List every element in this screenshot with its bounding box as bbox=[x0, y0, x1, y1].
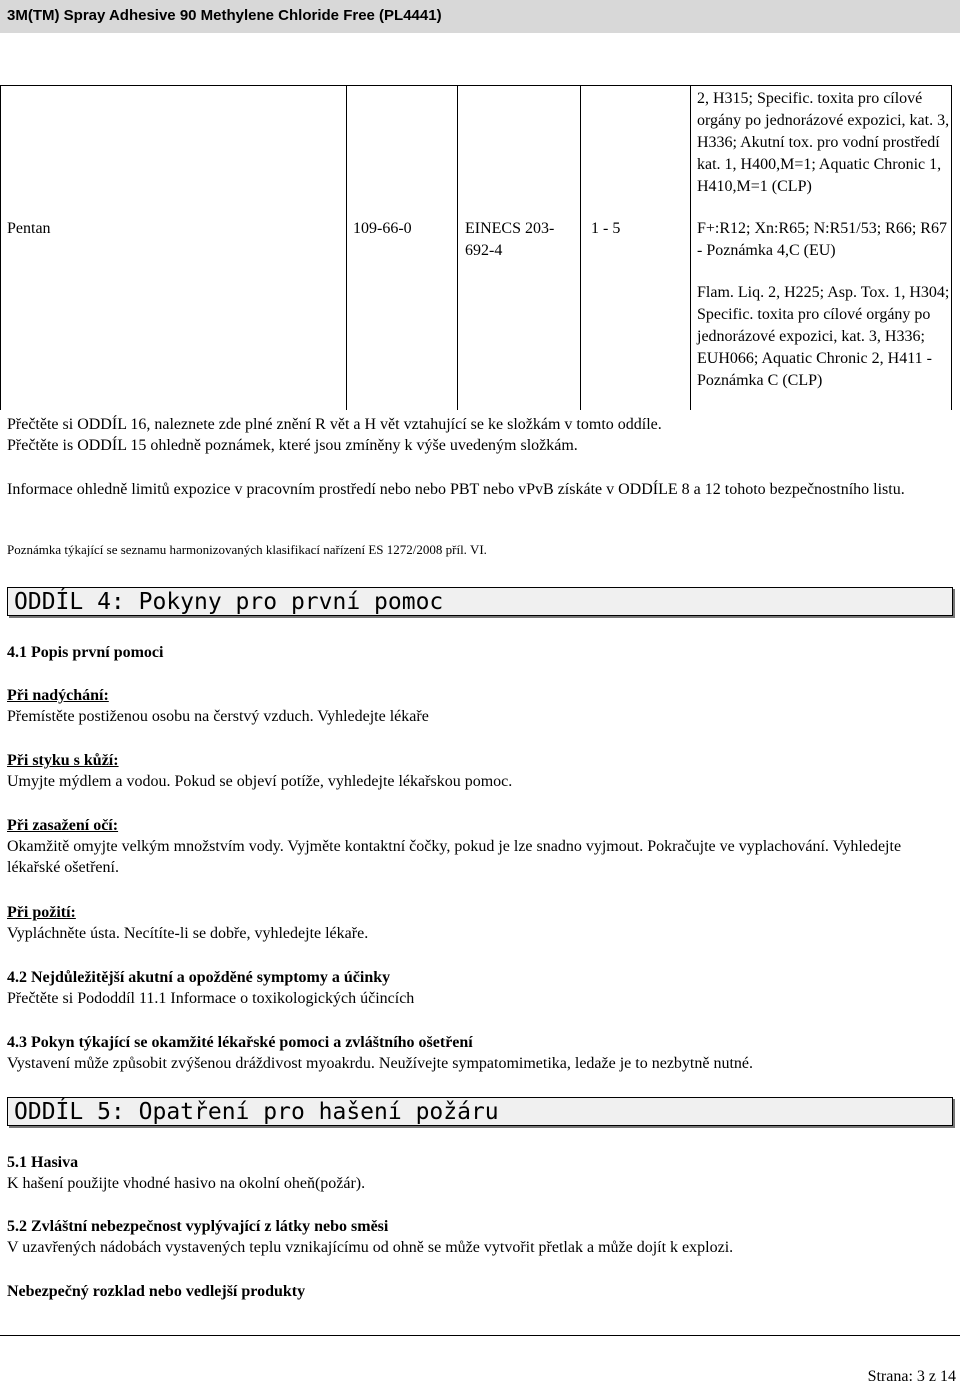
ingestion-text: Vypláchněte ústa. Necítíte-li se dobře, vyhledejte lékaře. bbox=[7, 925, 369, 942]
section5-sub2: 5.2 Zvláštní nebezpečnost vyplývající z látky nebo směsi bbox=[7, 1218, 389, 1235]
table-divider bbox=[690, 85, 691, 410]
section5-sub1: 5.1 Hasiva bbox=[7, 1154, 79, 1171]
table-divider bbox=[580, 85, 581, 410]
ec-number: EINECS 203-692-4 bbox=[465, 220, 555, 259]
section5-header bbox=[7, 1097, 953, 1126]
skin-label: Při styku s kůží: bbox=[7, 752, 119, 769]
section4-sub2: 4.2 Nejdůležitější akutní a opožděné symptomy a účinky bbox=[7, 969, 391, 986]
eye-text: Okamžitě omyjte velkým množstvím vody. Vyjměte kontaktní čočky, pokud je lze snadno vyjmout. Pokračujte ve vyplachování. Vyhledejte lékařské ošetření. bbox=[7, 838, 902, 876]
section4-header bbox=[7, 587, 953, 616]
previous-row-classification: 2, H315; Specific. toxita pro cílové orgány po jednorázové expozici, kat. 3, H336; Akutní tox. pro vodní prostředí kat. 1, H400,M=1; Aquatic Chronic 1, H410,M=1 (CLP) bbox=[697, 90, 950, 195]
eye-label: Při zasažení očí: bbox=[7, 817, 119, 834]
cas-number: 109-66-0 bbox=[353, 220, 412, 237]
section4-sub3-text: Vystavení může způsobit zvýšenou dráždivost myoakrdu. Neužívejte sympatomimetika, ledaže je to nezbytně nutné. bbox=[7, 1055, 754, 1072]
footer-divider bbox=[0, 1335, 960, 1336]
section4-sub3: 4.3 Pokyn týkající se okamžité lékařské pomoci a zvláštního ošetření bbox=[7, 1034, 473, 1051]
section5-sub3: Nebezpečný rozklad nebo vedlejší produkty bbox=[7, 1283, 306, 1300]
page-number: Strana: 3 z 14 bbox=[867, 1368, 956, 1385]
document-header bbox=[0, 0, 960, 33]
table-divider bbox=[457, 85, 458, 410]
skin-text: Umyjte mýdlem a vodou. Pokud se objeví potíže, vyhledejte lékařskou pomoc. bbox=[7, 773, 513, 790]
classification-clp: Flam. Liq. 2, H225; Asp. Tox. 1, H304; Specific. toxita pro cílové orgány po jednorázové expozici, kat. 3, H336; EUH066; Aquatic Chronic 2, H411 - Poznámka C (CLP) bbox=[697, 284, 950, 389]
concentration-range: 1 - 5 bbox=[591, 220, 621, 237]
section4-sub1: 4.1 Popis první pomoci bbox=[7, 644, 164, 661]
section5-title: ODDÍL 5: Opatření pro hašení požáru bbox=[14, 1099, 499, 1125]
table-divider bbox=[346, 85, 347, 410]
section5-sub2-text: V uzavřených nádobách vystavených teplu vznikajícímu od ohně se může vytvořit přetlak a může dojít k explozi. bbox=[7, 1239, 734, 1256]
inhalation-text: Přemístěte postiženou osobu na čerstvý vzduch. Vyhledejte lékaře bbox=[7, 708, 429, 725]
section5-sub1-text: K hašení použijte vhodné hasivo na okolní oheň(požár). bbox=[7, 1175, 366, 1192]
classification-note: Poznámka týkající se seznamu harmonizovaných klasifikací nařízení ES 1272/2008 příl. VI. bbox=[7, 542, 487, 557]
classification-eu: F+:R12; Xn:R65; N:R51/53; R66; R67 - Poznámka 4,C (EU) bbox=[697, 220, 947, 259]
section4-sub2-text: Přečtěte si Pododdíl 11.1 Informace o toxikologických účincích bbox=[7, 990, 415, 1007]
ingestion-label: Při požití: bbox=[7, 904, 76, 921]
inhalation-label: Při nadýchání: bbox=[7, 687, 109, 704]
exposure-info: Informace ohledně limitů expozice v pracovním prostředí nebo nebo PBT nebo vPvB získáte v ODDÍLE 8 a 12 tohoto bezpečnostního listu. bbox=[7, 481, 905, 498]
document-title: 3M(TM) Spray Adhesive 90 Methylene Chloride Free (PL4441) bbox=[7, 7, 442, 24]
note-section16: Přečtěte si ODDÍL 16, naleznete zde plné znění R vět a H vět vztahující se ke složkám v tomto oddíle. bbox=[7, 416, 662, 433]
substance-name: Pentan bbox=[7, 220, 51, 237]
note-section15: Přečtěte is ODDÍL 15 ohledně poznámek, které jsou zmíněny k výše uvedeným složkám. bbox=[7, 437, 578, 454]
section4-title: ODDÍL 4: Pokyny pro první pomoc bbox=[14, 589, 444, 615]
